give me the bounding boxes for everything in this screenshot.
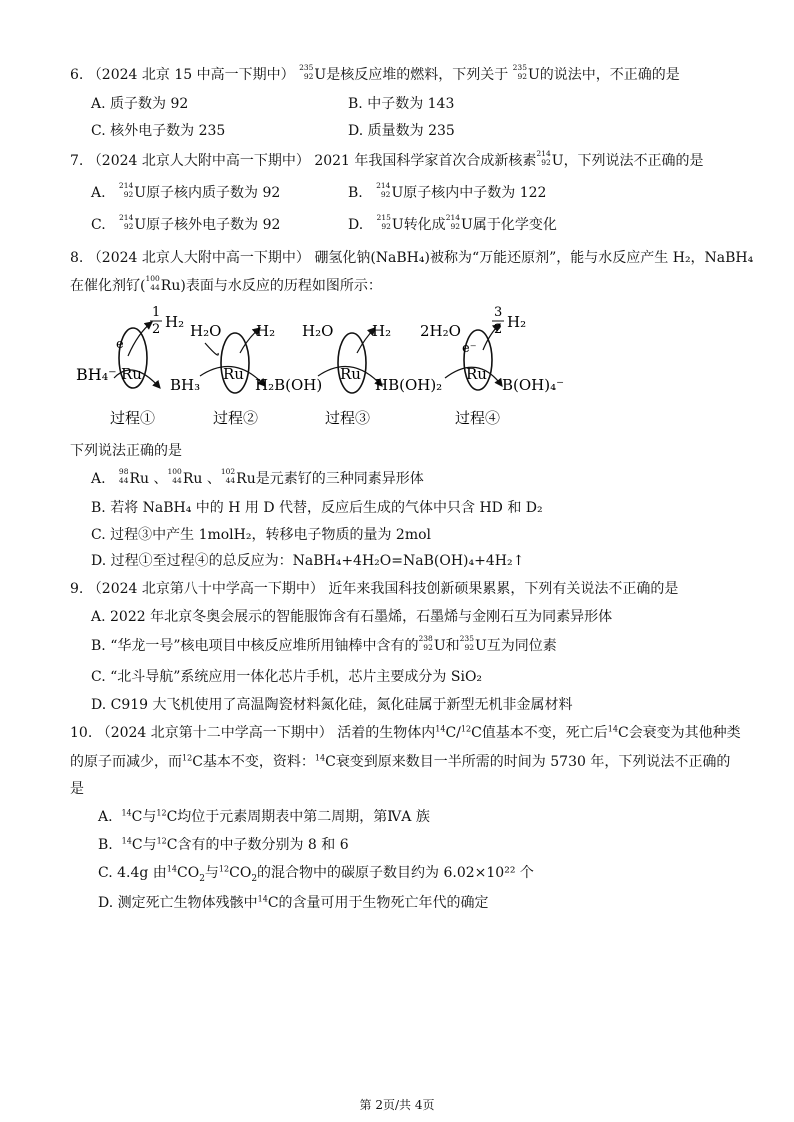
svg-text:Ru: Ru [121,365,142,383]
svg-text:Ru: Ru [340,365,361,383]
question-6-stem: 6. （2024 北京 15 中高一下期中） 235 92 U是核反应堆的燃料，下列关于 235 92 U的说法中，不正确的是 [70,63,680,83]
process-label-1: 过程① [110,409,156,427]
svg-text:H₂B(OH): H₂B(OH) [255,376,323,394]
q9-option-b[interactable]: B. “华龙一号”核电项目中核反应堆所用铀棒中含有的 238 92 U和 235 92 U互为同位素 [91,634,557,654]
svg-text:H₂: H₂ [165,313,185,331]
isotope-u235: 235 92 U [299,63,327,83]
svg-text:H₂: H₂ [507,313,527,331]
q10-option-a[interactable]: A. $^{14}$C与$^{12}$C均位于元素周期表中第二周期，第ⅣA 族 [98,808,430,825]
svg-text:Ru: Ru [223,365,244,383]
svg-text:H₂O: H₂O [190,322,222,340]
q6-option-b[interactable]: B. 中子数为 143 [348,96,455,112]
start-species: BH₄⁻ [76,365,117,384]
svg-text:BH₃: BH₃ [170,376,201,394]
isotope-u235: 235 92 U [512,63,540,83]
svg-text:2H₂O: 2H₂O [420,322,461,340]
process-label-2: 过程② [213,409,259,427]
q6-option-a[interactable]: A. 质子数为 92 [91,96,189,112]
q8-option-b[interactable]: B. 若将 NaBH₄ 中的 H 用 D 代替，反应后生成的气体中只含 HD 和 D₂ [91,500,543,516]
svg-text:2: 2 [152,322,161,337]
q8-option-d[interactable]: D. 过程①至过程④的总反应为：NaBH₄+4H₂O=NaB(OH)₄+4H₂↑ [91,553,525,569]
q9-option-a[interactable]: A. 2022 年北京冬奥会展示的智能服饰含有石墨烯，石墨烯与金刚石互为同素异形体 [91,609,613,625]
q6-option-c[interactable]: C. 核外电子数为 235 [91,123,226,139]
q6-option-d[interactable]: D. 质量数为 235 [348,123,455,139]
q9-option-c[interactable]: C. “北斗导航”系统应用一体化芯片手机，芯片主要成分为 SiO₂ [91,669,483,685]
svg-text:H₂O: H₂O [302,322,334,340]
q10-option-c[interactable]: C. 4.4g 由$^{14}CO_2$与$^{12}CO_2$的混合物中的碳原子数目约为 6.02×10²² 个 [98,864,534,884]
svg-text:HB(OH)₂: HB(OH)₂ [375,376,443,394]
process-label-3: 过程③ [325,409,371,427]
q10-option-d[interactable]: D. 测定死亡生物体残骸中$^{14}$C的含量可用于生物死亡年代的确定 [98,894,489,911]
svg-text:B(OH)₄⁻: B(OH)₄⁻ [502,376,565,394]
q7-option-d[interactable]: D. 215 92 U转化成 214 92 U属于化学变化 [348,213,557,233]
svg-text:e⁻: e⁻ [462,341,477,356]
question-10-stem-line1: 10. （2024 北京第十二中学高一下期中） 活着的生物体内$^{14}$C/$^{12}$C值基本不变，死亡后$^{14}$C会衰变为其他种类 [70,724,741,741]
svg-text:Ru: Ru [466,365,487,383]
question-10-stem-line3: 是 [70,781,84,797]
svg-text:1: 1 [152,305,161,320]
isotope-ru100: 100 44 Ru [145,274,181,294]
ru-catalyst-ring-2 [221,333,249,393]
svg-text:e: e [116,337,124,352]
q7-option-a[interactable]: A. 214 92 U原子核内质子数为 92 [91,181,281,201]
svg-text:2: 2 [494,322,503,337]
q7-option-b[interactable]: B. 214 92 U原子核内中子数为 122 [348,181,547,201]
question-8-stem-line2: 在催化剂钌( 100 44 Ru)表面与水反应的历程如图所示： [70,274,382,294]
ru-catalyst-ring-3 [338,333,366,393]
q9-option-d[interactable]: D. C919 大飞机使用了高温陶瓷材料氮化硅，氮化硅属于新型无机非金属材料 [91,697,573,713]
q8-prompt: 下列说法正确的是 [70,443,182,459]
svg-text:3: 3 [494,305,503,320]
q7-option-c[interactable]: C. 214 92 U原子核外电子数为 92 [91,213,281,233]
q10-option-b[interactable]: B. $^{14}$C与$^{12}$C含有的中子数分别为 8 和 6 [98,836,349,853]
question-8-stem: 8. （2024 北京人大附中高一下期中） 硼氢化钠(NaBH₄)被称为“万能还原剂”，能与水反应产生 H₂，NaBH₄ [70,250,754,266]
svg-text:H₂: H₂ [372,322,392,340]
q8-option-c[interactable]: C. 过程③中产生 1molH₂，转移电子物质的量为 2mol [91,527,432,543]
question-7-stem: 7. （2024 北京人大附中高一下期中） 2021 年我国科学家首次合成新核素 214 92 U，下列说法不正确的是 [70,149,704,169]
page-footer: 第 2页/共 4页 [359,1098,435,1112]
reaction-mechanism-diagram [70,298,570,433]
q8-option-a[interactable]: A. 98 44 Ru 、 100 44 Ru 、 102 44 Ru是元素钌的三种同素异形体 [91,467,424,487]
question-10-stem-line2: 的原子而减少，而$^{12}$C基本不变，资料：$^{14}$C衰变到原来数目一半所需的时间为 5730 年，下列说法不正确的 [70,753,731,770]
svg-text:H₂: H₂ [256,322,276,340]
process-label-4: 过程④ [455,409,501,427]
question-9-stem: 9. （2024 北京第八十中学高一下期中） 近年来我国科技创新硕果累累，下列有关说法不正确的是 [70,581,679,597]
isotope-u214: 214 92 U [536,149,564,169]
